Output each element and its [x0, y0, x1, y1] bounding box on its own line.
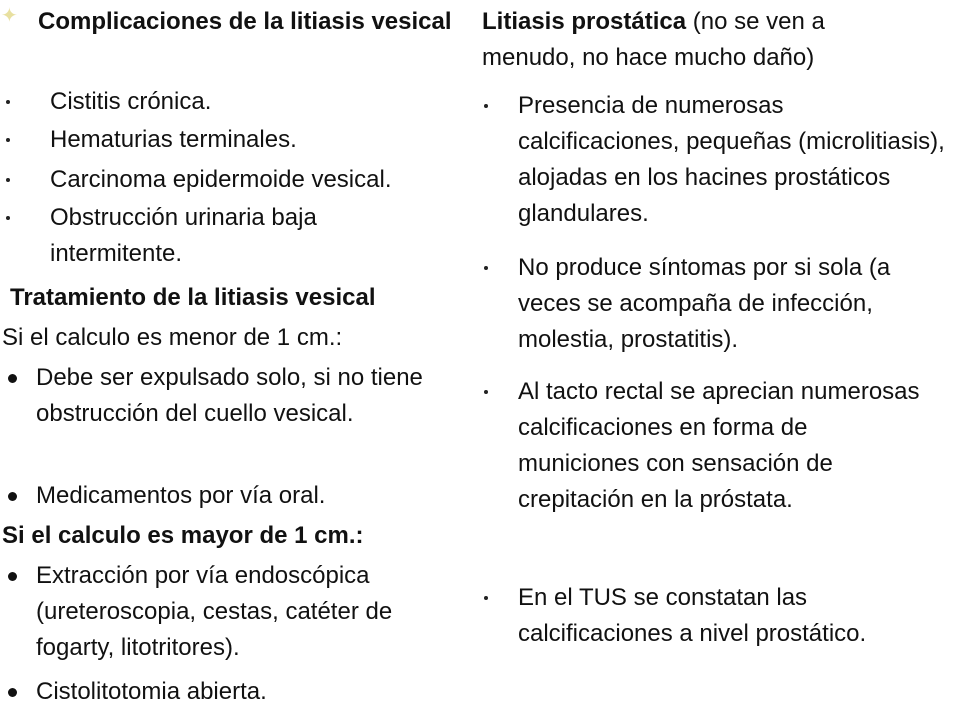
list-item — [518, 250, 948, 358]
bullet-icon — [484, 266, 488, 270]
treatment-title: Tratamiento de la litiasis vesical — [10, 284, 376, 311]
case-large-heading: Si el calculo es mayor de 1 cm.: — [2, 522, 364, 549]
prostatic-title-bold: Litiasis prostática — [482, 8, 687, 35]
list-item — [36, 360, 436, 432]
bullet-icon — [6, 100, 10, 104]
bullet-icon — [484, 390, 488, 394]
complications-title: Complicaciones de la litiasis vesical — [38, 8, 452, 35]
prostatic-text: No produce síntomas por si sola (a veces se acompaña de infección, molestia, prostatitis). — [518, 254, 891, 353]
list-item — [518, 374, 928, 518]
prostatic-title — [482, 4, 902, 76]
complication-text: Carcinoma epidermoide vesical. — [50, 166, 392, 193]
complication-text: Obstrucción urinaria baja intermitente. — [50, 204, 317, 267]
treatment-text: Debe ser expulsado solo, si no tiene obstrucción del cuello vesical. — [36, 364, 423, 427]
treatment-text: Medicamentos por vía oral. — [36, 482, 326, 509]
complication-text: Hematurias terminales. — [50, 126, 297, 153]
bullet-icon — [6, 216, 10, 220]
case-small-heading: Si el calculo es menor de 1 cm.: — [2, 324, 343, 351]
list-item — [50, 200, 410, 272]
list-item — [50, 122, 480, 158]
complication-text: Cistitis crónica. — [50, 88, 212, 115]
list-item — [50, 162, 480, 198]
bullet-icon — [484, 596, 488, 600]
prostatic-text: Al tacto rectal se aprecian numerosas calcificaciones en forma de municiones con sensación de crepitación en la próstata. — [518, 378, 920, 513]
list-item — [36, 674, 476, 710]
list-item — [36, 558, 476, 666]
star-bullet-icon: ✦ — [1, 5, 18, 27]
bullet-icon — [8, 492, 17, 501]
bullet-icon — [8, 374, 17, 383]
list-item — [518, 580, 928, 652]
list-item — [36, 478, 456, 514]
bullet-icon — [8, 572, 17, 581]
list-item — [518, 88, 948, 232]
bullet-icon — [8, 688, 17, 697]
prostatic-text: Presencia de numerosas calcificaciones, pequeñas (microlitiasis), alojadas en los hacines prostáticos glandulares. — [518, 92, 945, 227]
list-item — [50, 84, 480, 120]
bullet-icon — [6, 138, 10, 142]
prostatic-text: En el TUS se constatan las calcificaciones a nivel prostático. — [518, 584, 867, 647]
treatment-text: Cistolitotomia abierta. — [36, 678, 267, 705]
bullet-icon — [6, 178, 10, 182]
treatment-text: Extracción por vía endoscópica (ureteroscopia, cestas, catéter de fogarty, litotritores). — [36, 562, 393, 661]
bullet-icon — [484, 104, 488, 108]
prostatic-title-rest: (no se ven a menudo, no hace mucho daño) — [482, 8, 825, 71]
